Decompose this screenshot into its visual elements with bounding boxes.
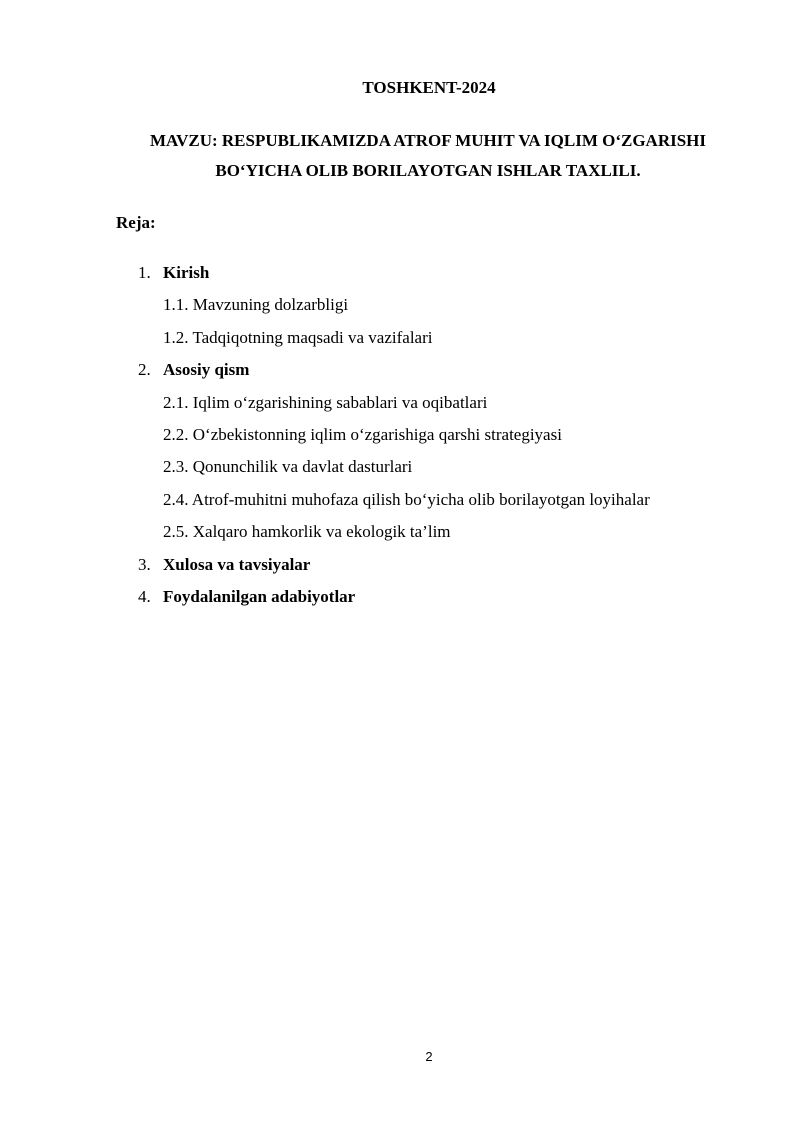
subsection-title: 2.5. Xalqaro hamkorlik va ekologik ta’lim: [163, 522, 451, 542]
plan-label: Reja:: [116, 213, 156, 232]
section-number: 1.: [138, 263, 151, 282]
page-number: 2: [425, 1049, 433, 1064]
plan-subsection-2-5: [0, 519, 800, 551]
subsection-title: 2.3. Qonunchilik va davlat dasturlari: [163, 457, 413, 477]
plan-outline: [0, 260, 800, 616]
plan-subsection-2-2: [0, 422, 800, 454]
plan-section-3: [0, 552, 800, 584]
section-title: Xulosa va tavsiyalar: [163, 554, 311, 574]
plan-subsection-2-3: [0, 454, 800, 486]
section-number: 2.: [138, 360, 151, 380]
plan-section-2: [0, 357, 800, 389]
plan-subsection-2-1: [0, 390, 800, 422]
subsection-title: 2.2. O‘zbekistonning iqlim o‘zgarishiga qarshi strategiyasi: [163, 424, 562, 444]
plan-subsection-1-2: [0, 325, 800, 357]
section-title: Asosiy qism: [163, 360, 250, 380]
city-year-heading: TOSHKENT-2024: [362, 78, 496, 97]
subsection-title: 2.4. Atrof-muhitni muhofaza qilish bo‘yicha olib borilayotgan loyihalar: [163, 489, 650, 509]
plan-subsection-2-4: [0, 487, 800, 519]
section-number: 3.: [138, 554, 151, 574]
plan-subsection-1-1: [0, 292, 800, 324]
section-number: 4.: [138, 586, 151, 606]
topic-title-line-1: MAVZU: RESPUBLIKAMIZDA ATROF MUHIT VA IQLIM O‘ZGARISHI: [149, 131, 707, 150]
subsection-title: 1.1. Mavzuning dolzarbligi: [163, 295, 349, 315]
topic-title-line-2: BO‘YICHA OLIB BORILAYOTGAN ISHLAR TAXLILI.: [215, 161, 641, 180]
plan-section-1: [0, 260, 800, 292]
section-title: Foydalanilgan adabiyotlar: [163, 586, 356, 606]
plan-section-4: [0, 584, 800, 616]
section-title: Kirish: [163, 263, 210, 282]
subsection-title: 2.1. Iqlim o‘zgarishining sabablari va oqibatlari: [163, 392, 488, 412]
subsection-title: 1.2. Tadqiqotning maqsadi va vazifalari: [163, 327, 433, 347]
topic-title: [110, 126, 746, 186]
